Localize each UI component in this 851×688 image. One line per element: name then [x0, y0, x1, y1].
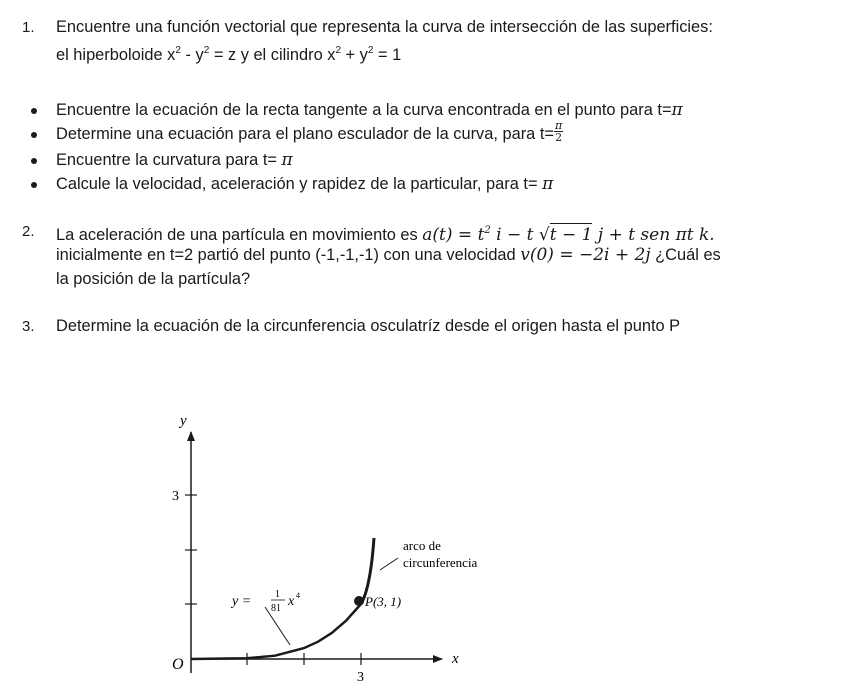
- problem-3-text: Determine la ecuación de la circunferencia osculatríz desde el origen hasta el punto P: [56, 317, 681, 335]
- curve-equation-label: [230, 589, 300, 614]
- arc-label-line-1: arco de: [403, 538, 441, 553]
- svg-text:y =: y =: [232, 594, 252, 609]
- svg-text:4: 4: [296, 591, 300, 600]
- bullet-item-osculating-plane: Determine una ecuación para el plano esculador de la curva, para t= $\frac{\pi}{2}$: [56, 119, 563, 145]
- problem-1-line-1: Encuentre una función vectorial que representa la curva de intersección de las superficies:: [56, 18, 713, 36]
- bullet-item-tangent: Encuentre la ecuación de la recta tangente a la curva encontrada en el punto para t=π: [56, 100, 683, 120]
- problem-1-line-2: el hiperboloide $x^2 - y^2 = z$ y el cilindro $x^2 + y^2 = 1$: [56, 45, 402, 64]
- arc-label-line-2: circunferencia: [403, 555, 478, 570]
- x-tick-label: 3: [357, 670, 364, 685]
- svg-text:81: 81: [271, 603, 281, 614]
- svg-text:1: 1: [275, 589, 280, 600]
- origin-label: O: [172, 656, 184, 673]
- bullet-item-curvature: Encuentre la curvatura para t= π: [56, 150, 293, 170]
- problem-1-number: 1.: [22, 19, 35, 36]
- bullet-item-velocity: Calcule la velocidad, aceleración y rapidez de la particular, para t= π: [56, 174, 554, 194]
- problem-3-number: 3.: [22, 318, 35, 335]
- y-tick-label: 3: [172, 489, 179, 504]
- svg-text:x: x: [288, 594, 295, 609]
- problem-2-line-3: la posición de la partícula?: [56, 270, 251, 288]
- point-p-label: P(3, 1): [365, 594, 402, 609]
- point-p: [354, 596, 364, 606]
- arc-leader-line: [380, 558, 398, 570]
- x-axis-label: x: [452, 651, 459, 667]
- problem-2-line-1: La aceleración de una partícula en movimiento es $a(t) = t^2$ i − t √t − 1 j + t sen πt k.: [56, 225, 715, 245]
- problem-2-number: 2.: [22, 223, 35, 240]
- problem-2-line-2: inicialmente en t=2 partió del punto (-1,-1,-1) con una velocidad v(0) = −2i + 2j ¿Cuál es: [56, 245, 721, 265]
- y-axis-label: y: [180, 413, 187, 429]
